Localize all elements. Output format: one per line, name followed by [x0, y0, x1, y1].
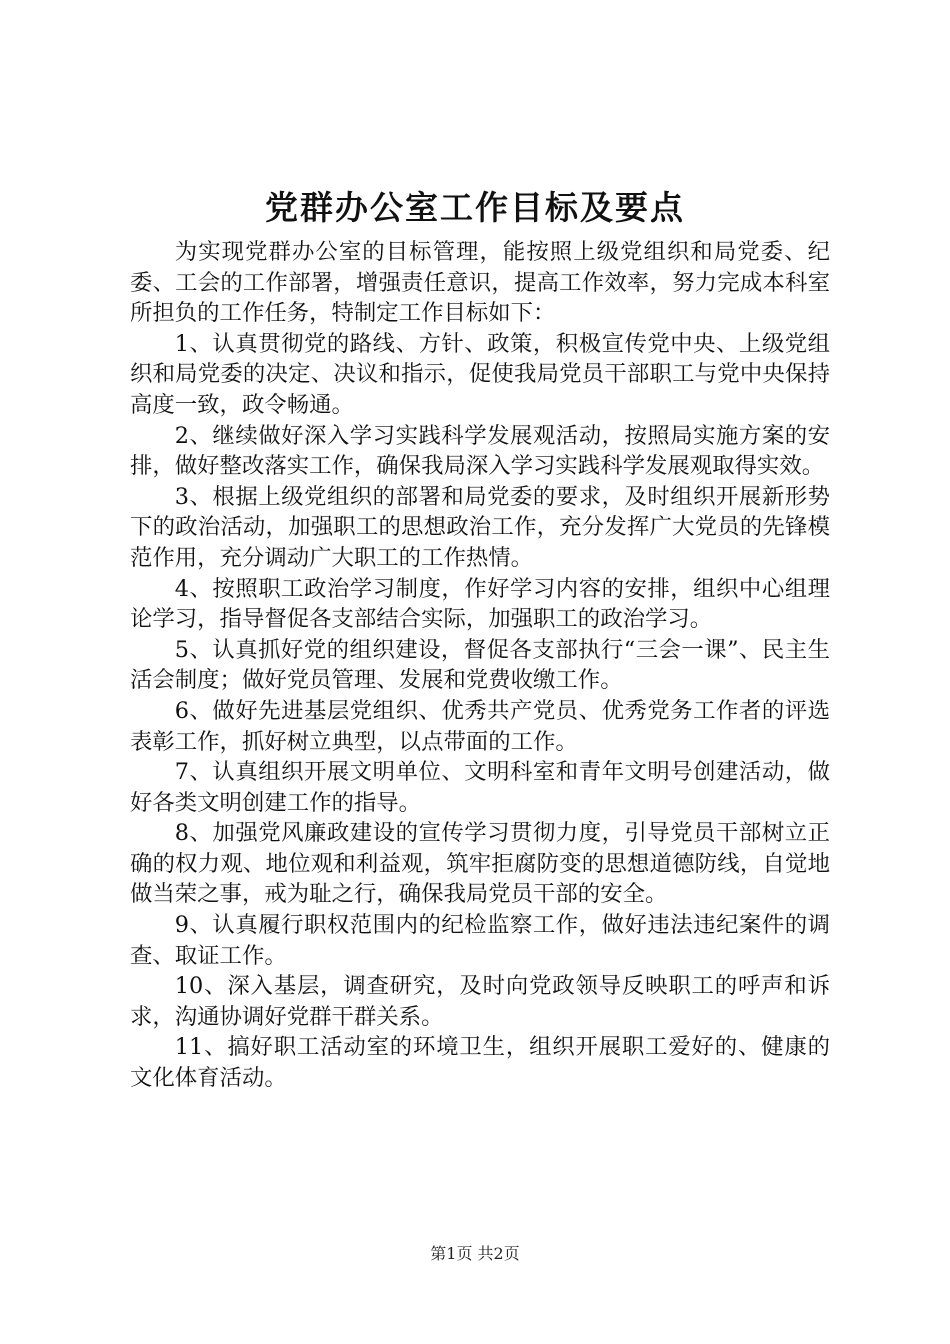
document-title: 党群办公室工作目标及要点 [265, 188, 685, 227]
paragraph-item-10: 10、深入基层，调查研究，及时向党政领导反映职工的呼声和诉求，沟通协调好党群干群关系。 [130, 973, 830, 1030]
document-body [130, 237, 830, 1094]
paragraph-item-8: 8、加强党风廉政建设的宣传学习贯彻力度，引导党员干部树立正确的权力观、地位观和利益观，筑牢拒腐防变的思想道德防线，自觉地做当荣之事，戒为耻之行，确保我局党员干部的安全。 [130, 820, 830, 908]
page-indicator: 第1页 共2页 [430, 1244, 520, 1263]
paragraph-item-3: 3、根据上级党组织的部署和局党委的要求，及时组织开展新形势下的政治活动，加强职工的思想政治工作，充分发挥广大党员的先锋模范作用，充分调动广大职工的工作热情。 [130, 483, 830, 571]
paragraph-intro: 为实现党群办公室的目标管理，能按照上级党组织和局党委、纪委、工会的工作部署，增强责任意识，提高工作效率，努力完成本科室所担负的工作任务，特制定工作目标如下： [130, 239, 830, 327]
paragraph-item-4: 4、按照职工政治学习制度，作好学习内容的安排，组织中心组理论学习，指导督促各支部结合实际，加强职工的政治学习。 [130, 575, 830, 633]
paragraph-item-5: 5、认真抓好党的组织建设，督促各支部执行“三会一课”、民主生活会制度；做好党员管理、发展和党费收缴工作。 [130, 636, 830, 694]
paragraph-item-1: 1、认真贯彻党的路线、方针、政策，积极宣传党中央、上级党组织和局党委的决定、决议和指示，促使我局党员干部职工与党中央保持高度一致，政令畅通。 [130, 330, 830, 418]
paragraph-item-9: 9、认真履行职权范围内的纪检监察工作，做好违法违纪案件的调查、取证工作。 [130, 912, 830, 969]
paragraph-item-2: 2、继续做好深入学习实践科学发展观活动，按照局实施方案的安排，做好整改落实工作，确保我局深入学习实践科学发展观取得实效。 [130, 422, 830, 480]
paragraph-item-6: 6、做好先进基层党组织、优秀共产党员、优秀党务工作者的评选表彰工作，抓好树立典型，以点带面的工作。 [130, 697, 830, 755]
paragraph-item-11: 11、搞好职工活动室的环境卫生，组织开展职工爱好的、健康的文化体育活动。 [130, 1034, 830, 1092]
paragraph-item-7: 7、认真组织开展文明单位、文明科室和青年文明号创建活动，做好各类文明创建工作的指导。 [130, 759, 830, 816]
